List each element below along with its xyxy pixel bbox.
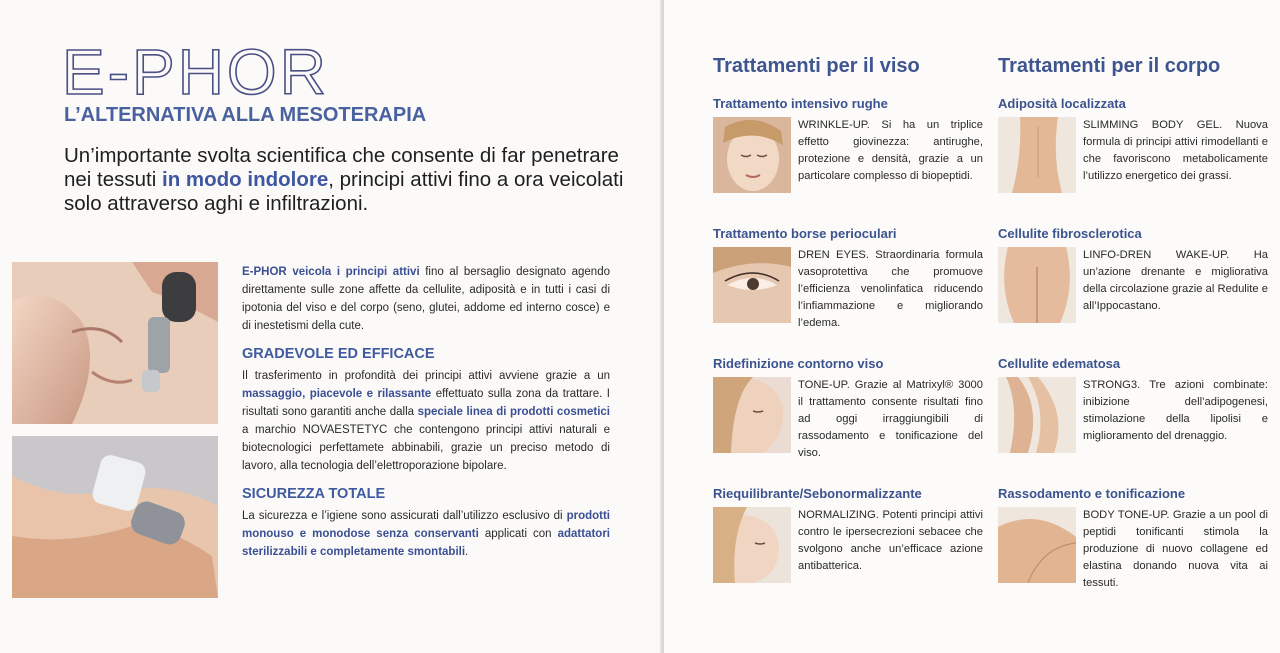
corpo-item-heading: Adiposità localizzata — [998, 96, 1126, 111]
intro-text — [64, 144, 624, 216]
corpo-column-title: Trattamenti per il corpo — [998, 55, 1221, 77]
para2-em-2: speciale linea di prodotti cosmetici — [417, 406, 610, 418]
corpo-item-3 — [998, 356, 1268, 453]
hips-thumbnail — [998, 247, 1076, 323]
viso-item-heading: Riequilibrante/Sebonormalizzante — [713, 486, 922, 501]
para3-em-1: prodotti monouso e monodose senza conservanti — [242, 510, 610, 540]
viso-item-4 — [713, 486, 983, 583]
para2-text-2: effettuato sulla zona da trattare. I risultati sono garantiti anche dalla — [242, 388, 611, 418]
eye-thumbnail — [713, 247, 791, 323]
viso-item-1 — [713, 96, 983, 193]
body-text — [242, 263, 610, 561]
corpo-item-1 — [998, 96, 1268, 193]
para3-text-3: . — [465, 546, 469, 558]
para2-em-1: massaggio, piacevole e rilassante — [242, 388, 432, 400]
para3-text-1: La sicurezza e l’igiene sono assicurati dall’utilizzo esclusivo di — [242, 510, 567, 522]
corpo-item-text: LINFO-DREN WAKE-UP. Ha un’azione drenante e migliorativa della circolazione grazie al Redulite e all’Ippocastano. — [1083, 249, 1268, 312]
corpo-item-heading: Cellulite edematosa — [998, 356, 1121, 371]
face-thumbnail — [713, 117, 791, 193]
paragraph-2 — [242, 367, 610, 475]
viso-item-heading: Trattamento intensivo rughe — [713, 96, 888, 111]
corpo-item-text: STRONG3. Tre azioni combinate: inibizione dell’adipogenesi, stimolazione della lipolisi e miglioramento del drenaggio. — [1083, 379, 1268, 442]
viso-item-text: NORMALIZING. Potenti principi attivi contro le ipersecrezioni sebacee che svolgono anche un’efficace azione antibatterica. — [798, 509, 983, 572]
viso-item-heading: Trattamento borse perioculari — [713, 226, 897, 241]
brand-logo: E-PHOR — [62, 36, 329, 108]
viso-item-text: TONE-UP. Grazie al Matrixyl® 3000 il trattamento consente risultati fino ad oggi irraggiungibili di rassodamento e tonificazione del viso. — [798, 379, 983, 459]
viso-item-heading: Ridefinizione contorno viso — [713, 356, 884, 371]
para3-text-2: applicati con — [478, 528, 558, 540]
para1-em: E-PHOR veicola i principi attivi — [242, 266, 420, 278]
viso-item-3 — [713, 356, 983, 462]
face-profile-thumbnail — [713, 377, 791, 453]
face-treatment-photo — [12, 262, 218, 424]
legs-thumbnail — [998, 377, 1076, 453]
para2-text-3: a marchio NOVAESTETYC che contengono principi attivi naturali e biotecnologici perfettamete abbinabili, grazie un preciso metodo di lavoro, alla tecnologia dell’elettroporazione bipolare. — [242, 424, 610, 472]
intro-part2: , principi attivi fino a ora veicolati solo attraverso aghi e infiltrazioni. — [64, 168, 624, 215]
viso-item-text: DREN EYES. Straordinaria formula vasoprotettiva che promuove l’efficienza venolinfatica riducendo l’infiammazione e migliorando l’edema. — [798, 249, 983, 329]
subtitle: L’ALTERNATIVA ALLA MESOTERAPIA — [64, 104, 427, 126]
corpo-item-heading: Cellulite fibrosclerotica — [998, 226, 1142, 241]
para3-em-2: adattatori sterilizzabili e completamente smontabili — [242, 528, 610, 558]
waist-thumbnail — [998, 117, 1076, 193]
intro-highlight: in modo indolore — [162, 168, 329, 191]
viso-column-title: Trattamenti per il viso — [713, 55, 920, 77]
paragraph-1 — [242, 263, 610, 335]
corpo-item-2 — [998, 226, 1268, 323]
corpo-item-text: SLIMMING BODY GEL. Nuova formula di principi attivi rimodellanti e che favoriscono metabolicamente l’utilizzo energetico dei grassi. — [1083, 119, 1268, 182]
corpo-item-heading: Rassodamento e tonificazione — [998, 486, 1186, 501]
section-heading-sicurezza: SICUREZZA TOTALE — [242, 486, 386, 502]
body-treatment-photo — [12, 436, 218, 598]
viso-item-text: WRINKLE-UP. Si ha un triplice effetto giovinezza: antirughe, protezione e densità, grazie a un particolare complesso di biopeptidi. — [798, 119, 983, 182]
corpo-item-4 — [998, 486, 1268, 592]
section-heading-gradevole: GRADEVOLE ED EFFICACE — [242, 346, 435, 362]
viso-item-2 — [713, 226, 983, 332]
face-side-thumbnail — [713, 507, 791, 583]
paragraph-3 — [242, 507, 610, 561]
intro-part1: Un’importante svolta scientifica che consente di far penetrare nei tessuti — [64, 144, 619, 191]
corpo-item-text: BODY TONE-UP. Grazie a un pool di peptidi tonificanti stimola la produzione di nuovo collagene ed elastina donando nuova vita ai tessuti. — [1083, 509, 1268, 589]
thigh-thumbnail — [998, 507, 1076, 583]
para1-text: fino al bersaglio designato agendo direttamente sulle zone affette da cellulite, adiposità e in tutti i casi di ipotonia del viso e del corpo (seno, glutei, addome ed interno cosce) e di inestetismi della cute. — [242, 266, 610, 332]
para2-text-1: Il trasferimento in profondità dei principi attivi avviene grazie a un — [242, 370, 610, 382]
